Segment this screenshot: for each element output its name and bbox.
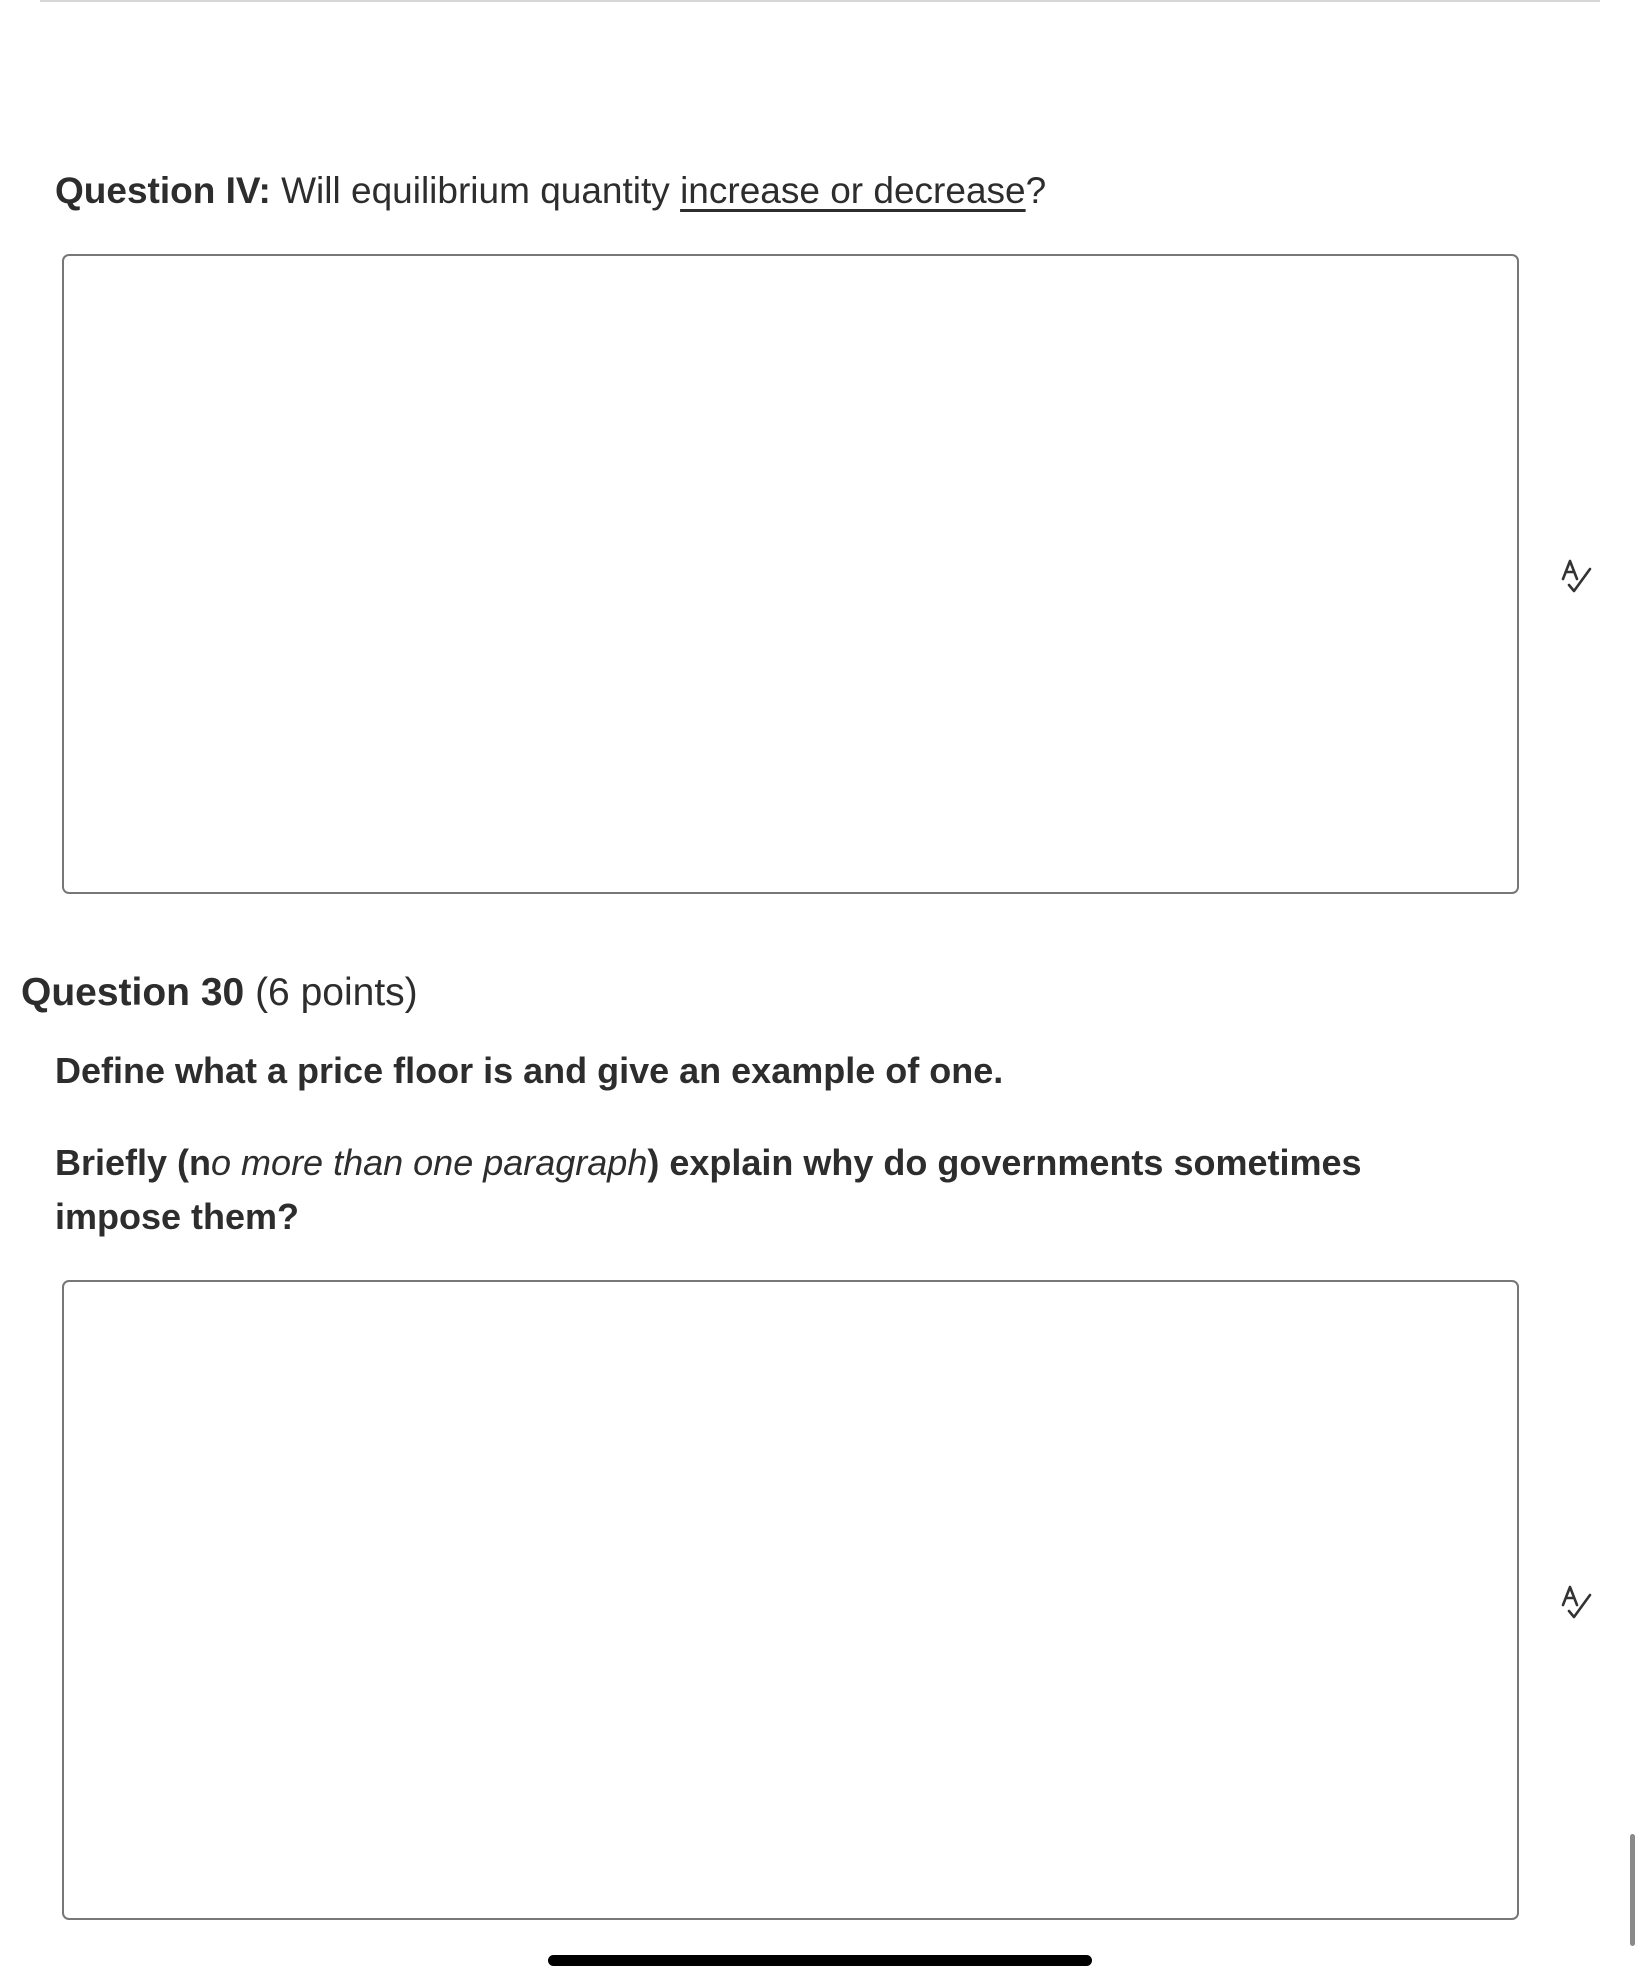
question-iv-text <box>55 166 1046 216</box>
home-indicator[interactable] <box>548 1955 1092 1966</box>
question-iv-label: Question IV: <box>55 170 271 211</box>
question-30-title: Question 30 <box>21 971 245 1014</box>
question-30-points: (6 points) <box>244 971 418 1014</box>
question-iv-text-before: Will equilibrium quantity <box>270 170 681 211</box>
question-30-header <box>21 968 418 1018</box>
question-30-prompt-2 <box>55 1136 1455 1244</box>
question-iv-text-after: ? <box>1025 170 1047 211</box>
question-30-prompt-1: Define what a price floor is and give an example of one. <box>55 1050 1004 1091</box>
prompt-2-italic: o more than one paragraph <box>211 1142 648 1183</box>
question-iv-underlined: increase or decrease <box>680 170 1026 211</box>
scrollbar[interactable] <box>1630 1834 1635 1946</box>
top-divider <box>40 0 1600 2</box>
prompt-2-end: ) explain why do governments sometimes impose them? <box>55 1142 1362 1237</box>
spellcheck-icon[interactable] <box>1557 1583 1597 1623</box>
answer-box-question-30[interactable] <box>62 1280 1519 1920</box>
prompt-2-start: Briefly (n <box>55 1142 212 1183</box>
spellcheck-icon[interactable] <box>1557 557 1597 597</box>
answer-box-question-iv[interactable] <box>62 254 1519 894</box>
